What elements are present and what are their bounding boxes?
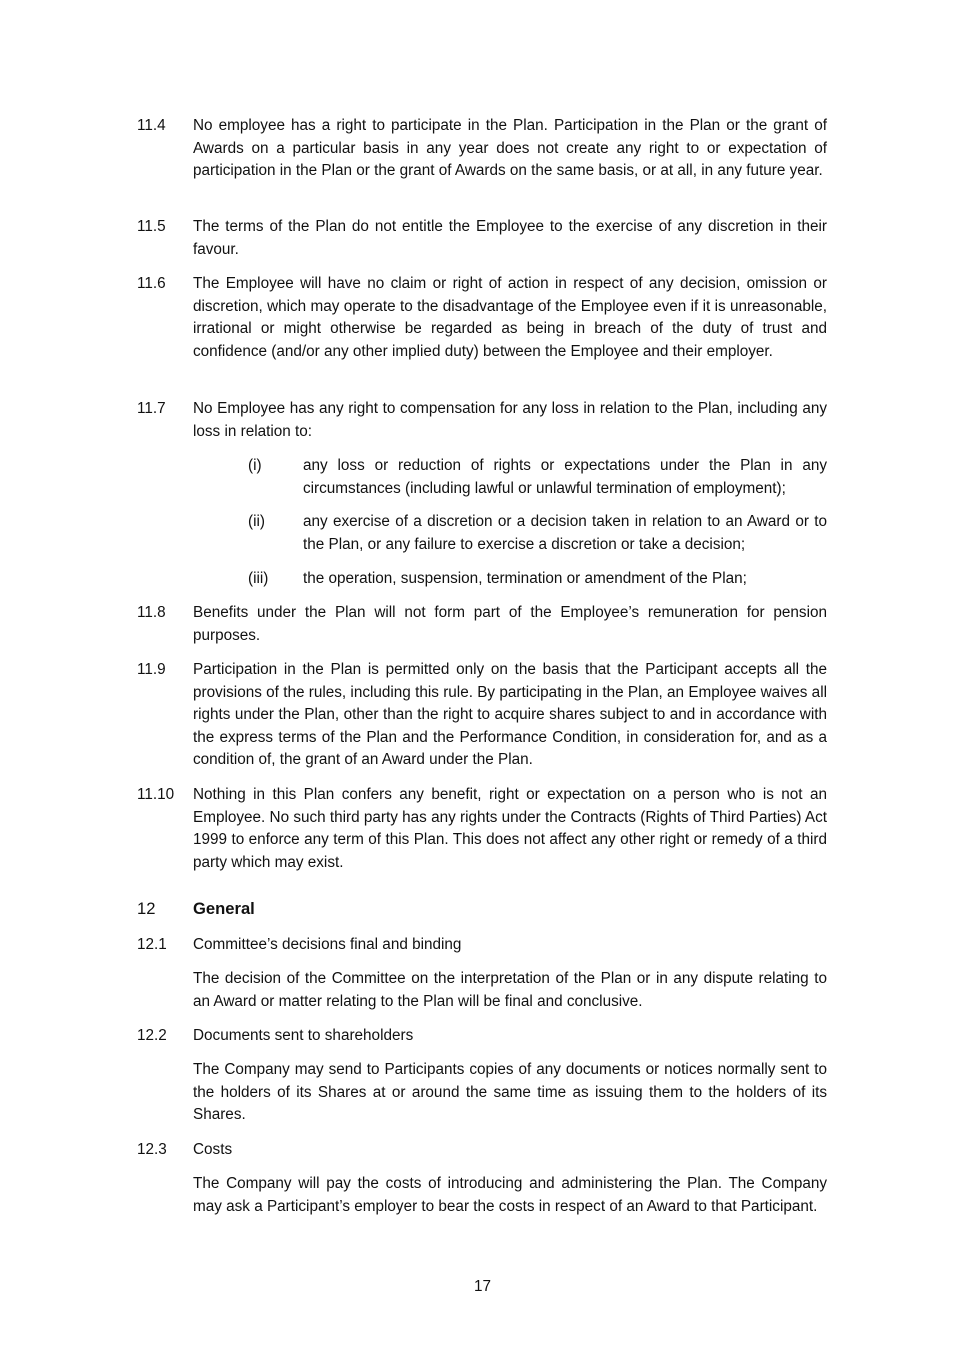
section-number: 12 — [137, 899, 156, 918]
clause-title: Documents sent to shareholders — [193, 1027, 414, 1044]
clause-text: No employee has a right to participate in the Plan. Participation in the Plan or the grant of Awards on a particular basis in any year does not create any right to or expectation of participation in the Plan or the grant of Awards on the same basis, or at all, in any future year. — [193, 117, 827, 180]
clause-text: Benefits under the Plan will not form part of the Employee’s remuneration for pension purposes. — [193, 604, 827, 644]
clause-11-6 — [137, 273, 827, 363]
section-heading-12 — [137, 898, 827, 921]
clause-text: The terms of the Plan do not entitle the Employee to the exercise of any discretion in their favour. — [193, 218, 827, 258]
clause-text: Participation in the Plan is permitted only on the basis that the Participant accepts all the provisions of the rules, including this rule. By participating in the Plan, an Employee waives all rights under the Plan, other than the right to acquire shares subject to and in accordance with the express terms of the Plan and the Performance Condition, in consideration for, and as a condition of, the grant of an Award under the Plan. — [193, 661, 827, 769]
clause-number: 11.9 — [137, 661, 166, 678]
clause-12-1 — [137, 934, 827, 957]
subclause-i — [248, 455, 827, 500]
clause-11-7 — [137, 398, 827, 443]
clause-number: 11.6 — [137, 275, 166, 292]
subclause-iii — [248, 568, 827, 591]
clause-number: 11.10 — [137, 786, 175, 803]
clause-title: Committee’s decisions final and binding — [193, 936, 462, 953]
clause-11-5 — [137, 216, 827, 261]
clause-12-2-body: The Company may send to Participants copies of any documents or notices normally sent to the holders of its Shares at or around the same time as issuing them to the holders of its Shares. — [193, 1061, 827, 1124]
clause-number: 11.8 — [137, 604, 166, 621]
clause-number: 12.2 — [137, 1027, 167, 1044]
clause-number: 12.1 — [137, 936, 167, 953]
clause-number: 11.5 — [137, 218, 166, 235]
clause-number: 11.4 — [137, 117, 166, 134]
clause-title: Costs — [193, 1141, 233, 1158]
clause-text: No Employee has any right to compensation for any loss in relation to the Plan, including any loss in relation to: — [193, 400, 827, 440]
clause-12-3-body: The Company will pay the costs of introducing and administering the Plan. The Company may ask a Participant’s employer to bear the costs in respect of an Award to that Participant. — [193, 1175, 827, 1215]
clause-11-8 — [137, 602, 827, 647]
clause-text: The Employee will have no claim or right of action in respect of any decision, omission or discretion, which may operate to the disadvantage of the Employee even if it is unreasonable, irrational or might otherwise be regarded as being in breach of the duty of trust and confidence (and/or any other implied duty) between the Employee and their employer. — [193, 275, 827, 360]
subclause-ii — [248, 511, 827, 556]
subclause-number: (i) — [248, 457, 262, 474]
clause-text: Nothing in this Plan confers any benefit, right or expectation on a person who is not an Employee. No such third party has any rights under the Contracts (Rights of Third Parties) Act 1999 to enforce any term of this Plan. This does not affect any other right or remedy of a third party which may exist. — [193, 786, 827, 871]
clause-12-2 — [137, 1025, 827, 1048]
subclause-text: any loss or reduction of rights or expectations under the Plan in any circumstances (including lawful or unlawful termination of employment); — [303, 457, 827, 497]
clause-11-10 — [137, 784, 827, 874]
clause-11-9 — [137, 659, 827, 772]
page-number: 17 — [473, 1278, 491, 1295]
clause-number: 11.7 — [137, 400, 166, 417]
clause-12-3 — [137, 1139, 827, 1162]
clause-12-1-body: The decision of the Committee on the interpretation of the Plan or in any dispute relating to an Award or matter relating to the Plan will be final and conclusive. — [193, 970, 827, 1010]
subclause-text: any exercise of a discretion or a decision taken in relation to an Award or to the Plan, or any failure to exercise a discretion or take a decision; — [303, 513, 827, 553]
clause-number: 12.3 — [137, 1141, 167, 1158]
subclause-number: (iii) — [248, 570, 269, 587]
section-title: General — [193, 899, 255, 918]
clause-11-4 — [137, 115, 827, 183]
subclause-text: the operation, suspension, termination or amendment of the Plan; — [303, 570, 747, 587]
subclause-number: (ii) — [248, 513, 265, 530]
